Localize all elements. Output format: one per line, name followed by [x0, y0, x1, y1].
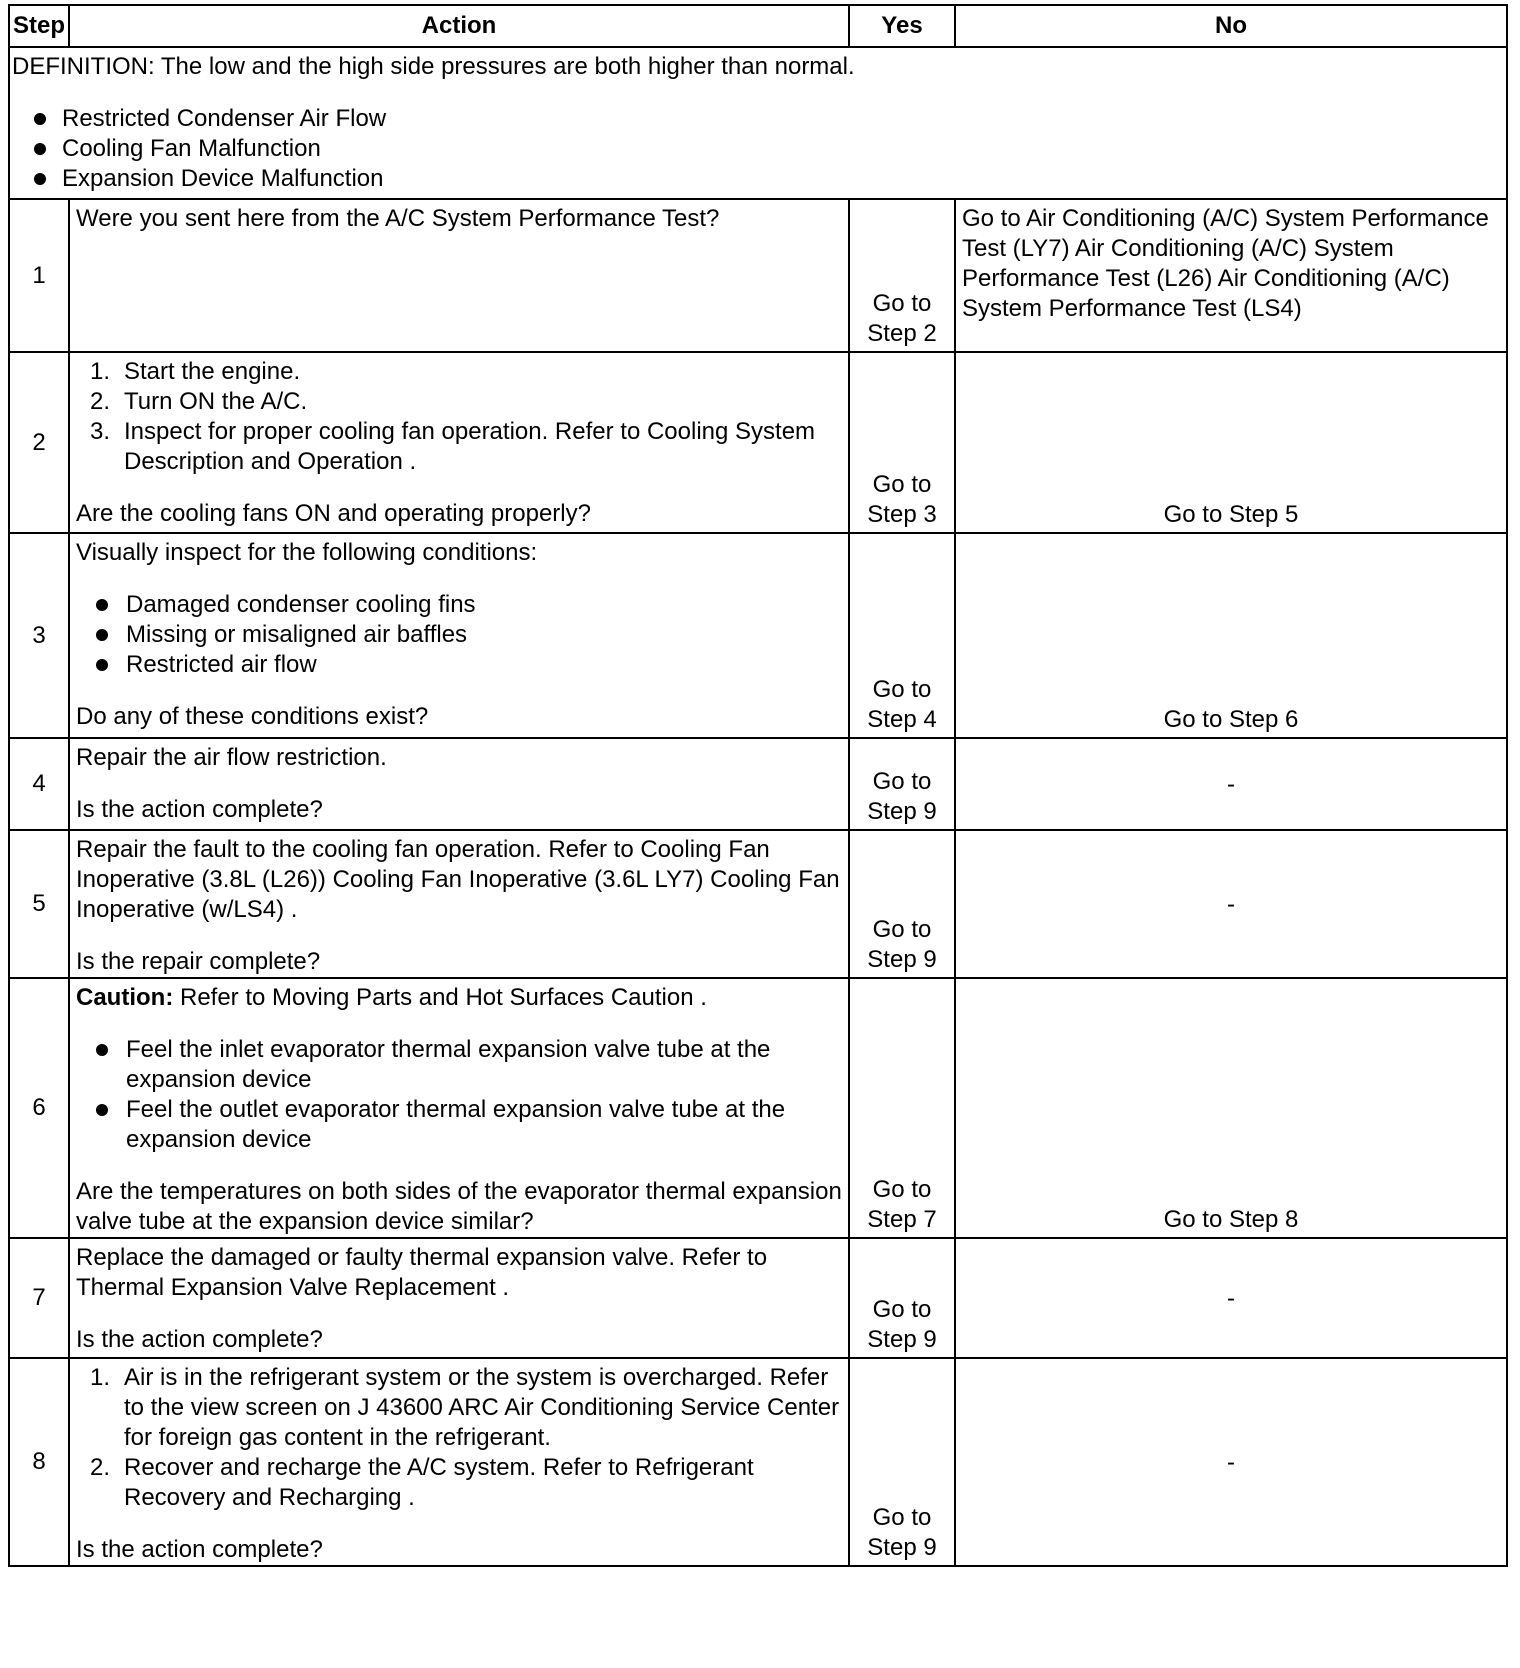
action-question: Is the action complete?: [76, 796, 323, 823]
no-cell: -: [955, 1238, 1507, 1358]
no-cell: -: [955, 738, 1507, 830]
action-question: Is the action complete?: [76, 1536, 323, 1563]
action-question: Are the cooling fans ON and operating properly?: [76, 500, 591, 527]
action-cell: [69, 352, 849, 533]
list-item: [76, 1453, 842, 1513]
definition-cell: [9, 47, 1507, 199]
action-cell: [69, 830, 849, 978]
action-cell: [69, 533, 849, 738]
caution-label: Caution:: [76, 984, 174, 1011]
definition-list: [12, 104, 1502, 194]
yes-cell: Go to Step 4: [849, 533, 955, 738]
item-number: 1.: [90, 1364, 111, 1391]
action-cell: [69, 738, 849, 830]
condition-list: [76, 590, 842, 680]
yes-cell: Go to Step 9: [849, 830, 955, 978]
definition-row: [9, 47, 1507, 199]
step-number: 3: [9, 533, 69, 738]
table-row: [9, 738, 1507, 830]
no-cell: Go to Step 8: [955, 978, 1507, 1238]
list-item: Feel the outlet evaporator thermal expansion valve tube at the expansion device: [76, 1095, 842, 1155]
item-number: 1.: [90, 358, 111, 385]
item-text: Start the engine.: [124, 358, 301, 385]
list-item: [76, 1363, 842, 1453]
caution-line: [76, 983, 842, 1013]
yes-cell: Go to Step 2: [849, 199, 955, 352]
diagnostic-table-sheet: [8, 4, 1508, 1567]
item-number: 2.: [90, 1454, 111, 1481]
table-row: [9, 978, 1507, 1238]
list-item: Restricted air flow: [76, 650, 842, 680]
no-cell: Go to Step 6: [955, 533, 1507, 738]
list-item: Cooling Fan Malfunction: [12, 134, 1502, 164]
action-cell: [69, 978, 849, 1238]
action-cell: [69, 199, 849, 352]
item-number: 2.: [90, 388, 111, 415]
header-action: Action: [69, 5, 849, 47]
action-question: Is the repair complete?: [76, 948, 321, 975]
action-question: Do any of these conditions exist?: [76, 703, 429, 730]
step-number: 2: [9, 352, 69, 533]
table-row: [9, 1358, 1507, 1566]
check-list: [76, 1035, 842, 1155]
yes-cell: Go to Step 9: [849, 1358, 955, 1566]
item-text: Air is in the refrigerant system or the system is overcharged. Refer to the view screen on J 43600 ARC Air Conditioning Service Center for foreign gas content in the refrigerant.: [124, 1364, 840, 1451]
list-item: Expansion Device Malfunction: [12, 164, 1502, 194]
item-text: Recover and recharge the A/C system. Refer to Refrigerant Recovery and Recharging .: [124, 1454, 754, 1511]
list-item: Restricted Condenser Air Flow: [12, 104, 1502, 134]
list-item: [76, 387, 842, 417]
action-intro: Visually inspect for the following conditions:: [76, 539, 538, 566]
item-number: 3.: [90, 418, 111, 445]
action-question: Is the action complete?: [76, 1326, 323, 1353]
table-row: [9, 533, 1507, 738]
list-item: Feel the inlet evaporator thermal expansion valve tube at the expansion device: [76, 1035, 842, 1095]
step-number: 1: [9, 199, 69, 352]
action-cell: [69, 1358, 849, 1566]
yes-cell: Go to Step 9: [849, 1238, 955, 1358]
action-question: Are the temperatures on both sides of the evaporator thermal expansion valve tube at the expansion device similar?: [76, 1178, 842, 1235]
action-intro: Repair the fault to the cooling fan operation. Refer to Cooling Fan Inoperative (3.8L (L26)) Cooling Fan Inoperative (3.6L LY7) Cooling Fan Inoperative (w/LS4) .: [76, 836, 840, 923]
list-item: [76, 357, 842, 387]
yes-cell: Go to Step 9: [849, 738, 955, 830]
step-number: 5: [9, 830, 69, 978]
table-row: [9, 352, 1507, 533]
step-number: 8: [9, 1358, 69, 1566]
table-row: [9, 199, 1507, 352]
no-cell: -: [955, 1358, 1507, 1566]
yes-cell: Go to Step 3: [849, 352, 955, 533]
yes-cell: Go to Step 7: [849, 978, 955, 1238]
no-cell: Go to Step 5: [955, 352, 1507, 533]
caution-text: Refer to Moving Parts and Hot Surfaces Caution .: [173, 984, 707, 1011]
action-question: Were you sent here from the A/C System Performance Test?: [76, 205, 720, 232]
action-steps: [76, 357, 842, 477]
item-text: Inspect for proper cooling fan operation. Refer to Cooling System Description and Operation .: [124, 418, 816, 475]
step-number: 7: [9, 1238, 69, 1358]
list-item: Damaged condenser cooling fins: [76, 590, 842, 620]
header-no: No: [955, 5, 1507, 47]
table-row: [9, 1238, 1507, 1358]
definition-text: DEFINITION: The low and the high side pressures are both higher than normal.: [12, 53, 855, 80]
list-item: [76, 417, 842, 477]
diagnostic-table: [8, 4, 1508, 1567]
header-row: [9, 5, 1507, 47]
header-yes: Yes: [849, 5, 955, 47]
list-item: Missing or misaligned air baffles: [76, 620, 842, 650]
no-cell: Go to Air Conditioning (A/C) System Performance Test (LY7) Air Conditioning (A/C) System Performance Test (L26) Air Conditioning (A/C) System Performance Test (LS4): [955, 199, 1507, 352]
action-cell: [69, 1238, 849, 1358]
action-intro: Replace the damaged or faulty thermal expansion valve. Refer to Thermal Expansion Valve Replacement .: [76, 1244, 768, 1301]
action-intro: Repair the air flow restriction.: [76, 744, 387, 771]
table-row: [9, 830, 1507, 978]
header-step: Step: [9, 5, 69, 47]
step-number: 6: [9, 978, 69, 1238]
step-number: 4: [9, 738, 69, 830]
no-cell: -: [955, 830, 1507, 978]
item-text: Turn ON the A/C.: [124, 388, 308, 415]
action-steps: [76, 1363, 842, 1513]
